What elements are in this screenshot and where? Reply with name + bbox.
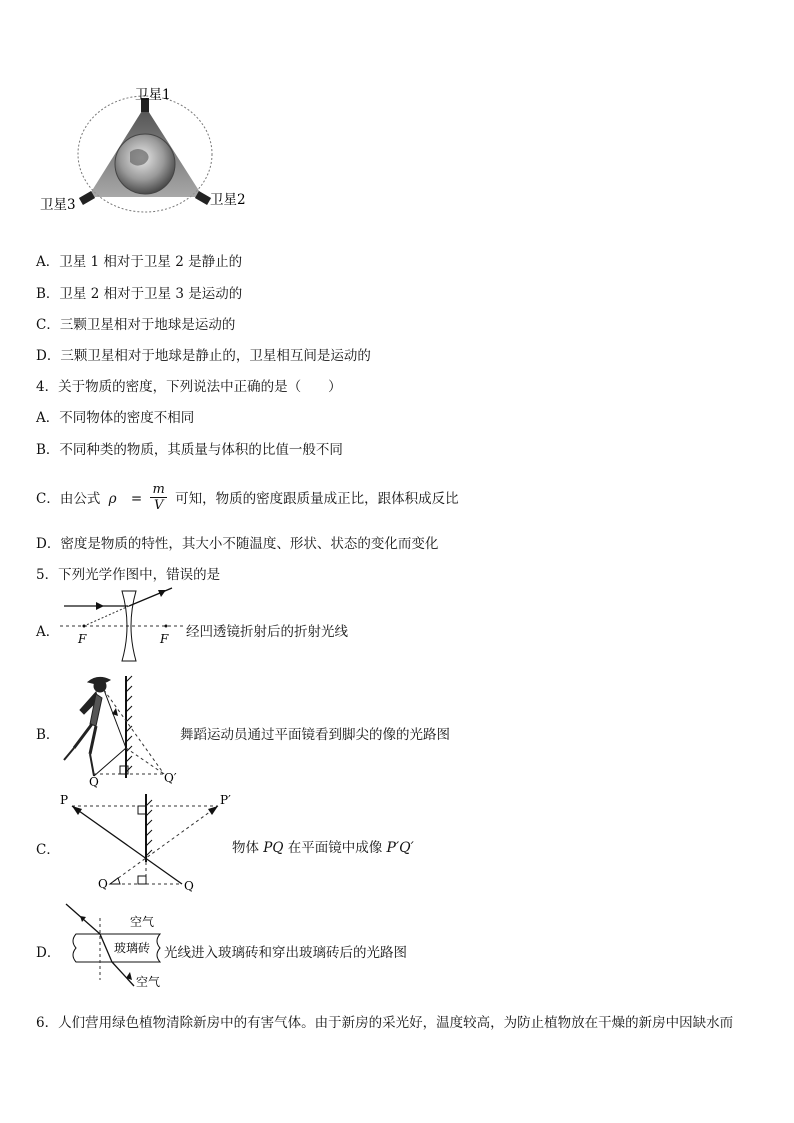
q5-d-caption: 光线进入玻璃砖和穿出玻璃砖后的光路图 — [164, 945, 407, 961]
plane-mirror-dancer-diagram — [60, 674, 200, 790]
q4-c-suffix: 可知，物质的密度跟质量成正比，跟体积成反比 — [175, 491, 459, 507]
label-glass: 玻璃砖 — [114, 941, 151, 955]
q3-option-d: D．三颗卫星相对于地球是静止的，卫星相互间是运动的 — [36, 348, 371, 364]
q4-c-denominator: V — [153, 498, 164, 513]
q5-stem: 5．下列光学作图中，错误的是 — [36, 567, 221, 583]
q4-option-c — [36, 484, 459, 515]
emergent-ray-d — [112, 962, 134, 986]
extension-line — [84, 606, 129, 626]
q5-c-caption-mid: 在平面镜中成像 — [283, 840, 387, 856]
label-q-c: Q — [184, 879, 194, 893]
q5-c-caption-image: P′Q′ — [386, 840, 414, 856]
reflected-ray-b — [104, 690, 126, 748]
q4-option-a: A．不同物体的密度不相同 — [36, 410, 195, 426]
label-q-prime-c: Q — [98, 877, 108, 891]
right-angle-mark-c-top — [138, 806, 146, 814]
incident-arrow — [96, 602, 104, 610]
focus-right-dot — [165, 625, 168, 628]
dashed-eye-line — [104, 690, 164, 774]
label-sat2: 卫星2 — [210, 192, 246, 208]
q5-c-caption — [232, 836, 414, 856]
q4-c-rho: ρ — [108, 491, 117, 507]
label-air-top: 空气 — [130, 915, 155, 929]
q4-c-prefix: C．由公式 — [36, 491, 101, 507]
plane-mirror-object-diagram — [58, 792, 238, 896]
focus-left-label: F — [78, 632, 87, 646]
label-p-c: P — [60, 793, 69, 807]
q4-c-fraction — [150, 482, 166, 513]
virtual-ray-b — [126, 748, 164, 774]
focus-left-dot — [83, 625, 86, 628]
label-sat1: 卫星1 — [135, 87, 171, 103]
q4-c-eq: = — [130, 491, 143, 507]
q5-b-letter: B． — [36, 727, 60, 743]
q4-option-d: D．密度是物质的特性，其大小不随温度、形状、状态的变化而变化 — [36, 536, 439, 552]
q5-c-caption-pq: PQ — [263, 840, 284, 856]
satellite-figure — [30, 82, 260, 222]
glass-brick-diagram — [62, 900, 172, 992]
label-q-prime-b: Q′ — [164, 771, 177, 785]
right-angle-mark-c-bottom — [138, 876, 146, 884]
object-pq-arrow — [72, 806, 82, 815]
q4-option-b: B．不同种类的物质，其质量与体积的比值一般不同 — [36, 442, 343, 458]
q5-c-letter: C． — [36, 842, 60, 858]
dancer-figure — [64, 677, 110, 776]
label-p-prime-c: P′ — [220, 793, 231, 807]
q3-option-c: C．三颗卫星相对于地球是运动的 — [36, 317, 236, 333]
label-q-b: Q — [89, 775, 99, 789]
earth-globe — [115, 134, 175, 194]
q5-c-caption-prefix: 物体 — [232, 840, 264, 856]
q5-a-letter: A． — [36, 624, 60, 640]
focus-right-label: F — [160, 632, 169, 646]
q3-option-a: A．卫星 1 相对于卫星 2 是静止的 — [36, 254, 243, 270]
q4-stem: 4．关于物质的密度，下列说法中正确的是（ ） — [36, 379, 342, 395]
incident-ray-b — [94, 748, 126, 776]
q5-a-caption: 经凹透镜折射后的折射光线 — [186, 624, 348, 640]
q5-d-letter: D． — [36, 945, 61, 961]
object-pq — [72, 806, 182, 884]
image-pq-arrow — [208, 806, 218, 815]
label-air-bottom: 空气 — [136, 975, 161, 989]
q5-b-caption: 舞蹈运动员通过平面镜看到脚尖的像的光路图 — [180, 727, 450, 743]
concave-lens-diagram — [60, 587, 190, 667]
label-sat3: 卫星3 — [40, 197, 76, 213]
q4-c-numerator: m — [152, 482, 165, 497]
q6-stem: 6．人们营用绿色植物清除新房中的有害气体。由于新房的采光好，温度较高，为防止植物放在干燥的新房中因缺水而 — [36, 1015, 734, 1031]
q3-option-b: B．卫星 2 相对于卫星 3 是运动的 — [36, 286, 243, 302]
